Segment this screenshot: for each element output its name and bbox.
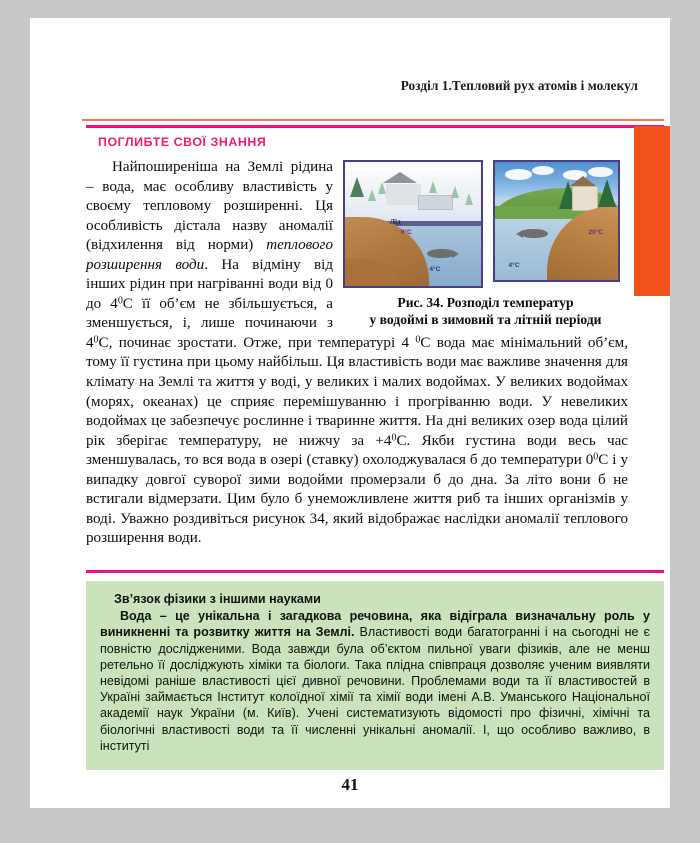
- winter-bottom-temp-label: 4°C: [429, 265, 441, 273]
- winter-tree-icon: [451, 186, 459, 198]
- callout-rest-text: Властивості води багатогранні і на сьогодні не є повністю дослідженими. Вода завжди була об’єктом пильної уваги фізиків, але не менш ретельно її досліджують хіміки та біологи. Така плідна співпраця дозволяє ученим виявляти невідомі раніше властивості цієї дивної речовини. Проблемами води та її властивостей в Україні займається Інститут колоїдної хімії та хімії води імені А.В. Уманського Національної академії наук України (м. Київ). Учені систематизують відомості про фізичні, хімічні та біологічні властивості води та її численні унікальні аномалії. І, що особливо важливо, в інституті: [100, 625, 650, 753]
- running-head: Розділ 1.Тепловий рух атомів і молекул: [400, 78, 638, 93]
- winter-tree-icon: [378, 182, 386, 194]
- callout-lead-sentence: Вода – це унікальна і загадкова речовина, яка відіграла визначальну роль у виникненні та розвитку життя на Землі.: [100, 609, 650, 640]
- degree-superscript: 0: [415, 334, 421, 346]
- winter-tree-icon: [368, 189, 376, 201]
- figure-caption: [343, 294, 628, 328]
- degree-superscript: 0: [117, 295, 123, 307]
- summer-fish-icon: [522, 229, 548, 238]
- callout-title: Зв’язок фізики з іншими науками: [114, 592, 321, 606]
- degree-superscript: 0: [593, 451, 599, 463]
- body-part-4: С, починає зростати. Отже, при температурі 4: [98, 334, 416, 351]
- summer-cloud-icon: [505, 169, 532, 180]
- body-part-3: С її об’єм не збільшується, а зменшується, і, лише починаючи з 4: [86, 295, 333, 351]
- page-number: 41: [341, 775, 359, 794]
- winter-fish-icon: [427, 249, 453, 258]
- body-text-column: [86, 158, 628, 549]
- winter-surface-temp-label: 0°C: [400, 228, 412, 236]
- summer-surface-temp-label: 20°C: [588, 229, 604, 237]
- body-part-1: Найпоширеніша на Землі рідина – вода, має особливу властивість у своєму тепловому розширенні. Ця особливість дістала назву аномалії (відхилення від норми): [86, 159, 333, 254]
- body-emphasis-thermal-expansion: теплового розширення води: [86, 237, 333, 273]
- body-part-5: С вода має мінімальний об’єм, тому її густина при цьому найбільш. Ця властивість води має важливе значення для клімату на Землі та життя у воді, у великих і малих водоймах. У великих водоймах (морях, океанах) це сприяє перемішуванню і прогріванню води. У невеликих водоймах це забезпечує рослинне і тваринне життя. На дні великих озер вода цілий рік зберігає температуру, не нижчу за +4: [86, 334, 628, 449]
- figure-caption-line2: у водоймі в зимовий та літній періоди: [369, 312, 602, 327]
- figure-image-row: [343, 160, 628, 288]
- figure-winter-pond: [343, 160, 483, 288]
- degree-superscript: 0: [93, 334, 99, 346]
- figure-caption-line1: Розподіл температур: [443, 295, 574, 310]
- edge-tab-orange: [634, 126, 670, 296]
- winter-tree-icon: [350, 177, 364, 197]
- divider-magenta-rule-bottom: [86, 570, 664, 573]
- figure-block: [343, 160, 628, 328]
- callout-paragraph: [100, 608, 650, 754]
- body-part-7: С і у випадку довгої суворої зими водойми промерзали б до дна. За літо вони б не встигали відмерзати. Цим було б унеможливлене життя риб та інших організмів у воді. Уважно роздивіться рисунок 34, який відображає наслідки аномалії теплового розширення води.: [86, 452, 629, 547]
- summer-tree-icon: [598, 179, 616, 207]
- winter-house: [386, 184, 421, 205]
- figure-caption-number: Рис. 34.: [397, 295, 444, 310]
- divider-magenta-rule-top: [86, 125, 664, 128]
- page-sheet: [30, 18, 670, 808]
- winter-tree-icon: [465, 193, 473, 205]
- figure-summer-pond: [493, 160, 620, 282]
- divider-salmon-rule: [82, 119, 664, 121]
- summer-bottom-temp-label: 4°C: [508, 262, 520, 270]
- section-kicker: ПОГЛИБТЕ СВОЇ ЗНАННЯ: [98, 135, 267, 149]
- summer-house: [572, 186, 599, 212]
- degree-superscript: 0: [391, 432, 397, 444]
- winter-shed: [418, 195, 453, 209]
- winter-tree-icon: [429, 181, 437, 193]
- winter-ice-label: Лід: [389, 217, 401, 226]
- body-part-2: . На відміну від інших рідин при нагріванні води від 0 до 4: [86, 256, 333, 312]
- callout-box-interdisciplinary: [86, 581, 664, 770]
- body-part-6: С. Якби густина води весь час зменшувалась, то вся вода в озері (ставку) охолоджувалася б до температури 0: [86, 432, 628, 469]
- summer-cloud-icon: [532, 166, 554, 175]
